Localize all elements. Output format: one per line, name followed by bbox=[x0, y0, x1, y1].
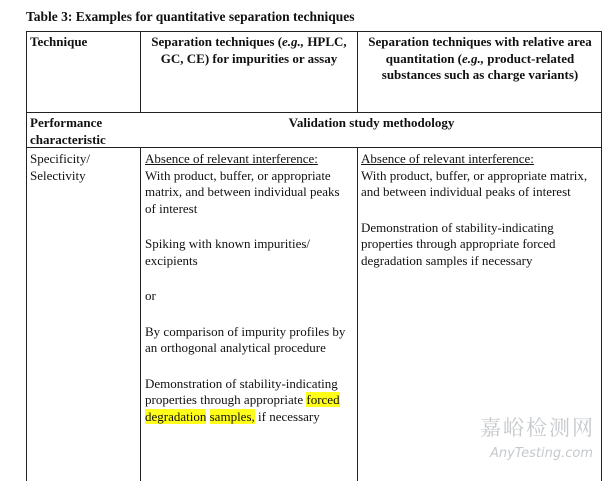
watermark-anytesting: AnyTesting.com bbox=[489, 446, 593, 461]
watermark-chinese: 嘉峪检测网 bbox=[480, 416, 595, 440]
highlight-samples: samples, bbox=[209, 408, 255, 424]
col2-p5-tail: if necessary bbox=[254, 408, 320, 424]
row-label-specificity: Specificity/ Selectivity bbox=[30, 151, 90, 183]
col2-p5-text: Demonstration of stability-indicating properties through appropriate bbox=[145, 375, 338, 407]
header-technique: Technique bbox=[30, 34, 88, 49]
col2-paragraph-1: With product, buffer, or appropriate matrix, and between individual peaks of interest bbox=[145, 167, 340, 216]
subheader-validation-methodology: Validation study methodology bbox=[288, 115, 455, 130]
col-divider-2-body bbox=[357, 147, 358, 481]
table-border-left bbox=[26, 31, 27, 481]
col2-paragraph-5 bbox=[145, 376, 353, 426]
col2-paragraph-4: By comparison of impurity profiles by an orthogonal analytical procedure bbox=[145, 323, 346, 355]
col-divider-1-body bbox=[140, 147, 141, 481]
col-divider-2-header bbox=[357, 31, 358, 113]
table-border-top bbox=[26, 31, 602, 32]
specificity-col2 bbox=[145, 151, 353, 425]
col3-paragraph-2: Demonstration of stability-indicating properties through appropriate forced degradation samples if necessary bbox=[361, 219, 556, 268]
specificity-col3 bbox=[361, 151, 599, 269]
header-divider bbox=[26, 112, 602, 113]
col3-heading: Absence of relevant interference: bbox=[361, 151, 534, 166]
table-border-right bbox=[601, 31, 602, 481]
col2-paragraph-2: Spiking with known impurities/ excipients bbox=[145, 236, 311, 268]
header-relative-area: Separation techniques with relative area quantitation (e.g., product-related substances such as charge variants) bbox=[368, 34, 592, 82]
header-separation-techniques: Separation techniques (e.g., HPLC, GC, CE) for impurities or assay bbox=[151, 34, 347, 66]
subheader-performance-characteristic: Performance characteristic bbox=[30, 115, 106, 147]
col2-paragraph-3: or bbox=[145, 288, 156, 303]
highlight-forced-degradation: forced degradation bbox=[145, 392, 340, 424]
col3-paragraph-1: With product, buffer, or appropriate matrix, and between individual peaks of interest bbox=[361, 167, 588, 199]
table-caption: Table 3: Examples for quantitative separation techniques bbox=[26, 9, 355, 24]
col-divider-1-header bbox=[140, 31, 141, 113]
col2-heading: Absence of relevant interference: bbox=[145, 151, 318, 166]
